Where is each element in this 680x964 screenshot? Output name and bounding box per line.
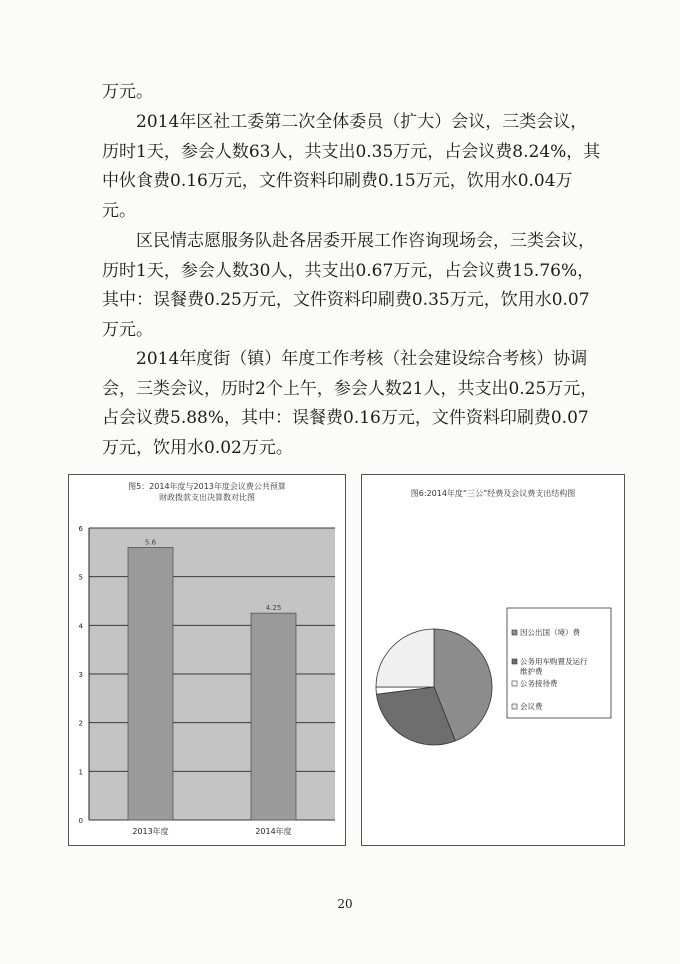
legend-swatch: [512, 681, 517, 686]
y-tick-label: 6: [78, 525, 83, 533]
x-tick-label: 2013年度: [132, 827, 169, 836]
y-tick-label: 5: [78, 573, 83, 582]
legend-label: 公务接待费: [520, 679, 558, 688]
chart-title: 图5：2014年度与2013年度会议费公共预算财政拨款支出决算数对比图: [128, 482, 286, 502]
y-tick-label: 4: [78, 622, 83, 631]
paragraph-2: 2014年区社工委第二次全体委员（扩大）会议，三类会议，历时1天，参会人数63人，共支出0.35万元，占会议费8.24%，其中伙食费0.16万元，文件资料印刷费0.15万元，饮用水0.04万元。: [102, 112, 601, 221]
y-tick-label: 2: [78, 719, 83, 728]
x-tick-label: 2014年度: [255, 827, 292, 836]
bar-chart-figure: [68, 474, 346, 846]
legend-swatch: [512, 630, 517, 635]
legend-label: 公务用车购置及运行维护费: [520, 657, 588, 676]
pie-slice: [376, 629, 434, 687]
legend-swatch: [512, 659, 517, 664]
y-tick-label: 0: [78, 817, 83, 825]
page-number: 20: [337, 897, 353, 911]
paragraph-1: 万元。: [102, 82, 153, 102]
y-tick-label: 1: [78, 768, 83, 777]
legend-swatch: [512, 704, 517, 709]
bar-chart: [69, 475, 345, 845]
legend-label: 因公出国（境）费: [520, 628, 580, 637]
data-label: 4.25: [265, 604, 282, 613]
paragraph-4: 2014年度街（镇）年度工作考核（社会建设综合考核）协调会，三类会议，历时2个上午，参会人数21人，共支出0.25万元，占会议费5.88%，其中：误餐费0.16万元，文件资料印刷费0.07万元，饮用水0.02万元。: [102, 349, 598, 458]
data-label: 5.6: [144, 538, 157, 547]
legend-label: 会议费: [520, 702, 543, 711]
chart-title: 图6:2014年度“三公”经费及会议费支出结构图: [410, 489, 576, 498]
y-tick-label: 3: [78, 671, 83, 679]
bar: [251, 613, 296, 820]
pie-chart: [362, 475, 624, 845]
pie-chart-figure: [361, 474, 625, 846]
paragraph-3: 区民情志愿服务队赴各居委开展工作咨询现场会，三类会议，历时1天，参会人数30人，共支出0.67万元，占会议费15.76%，其中：误餐费0.25万元，文件资料印刷费0.35万元，饮用水0.07万元。: [102, 231, 595, 340]
bar: [128, 547, 173, 820]
